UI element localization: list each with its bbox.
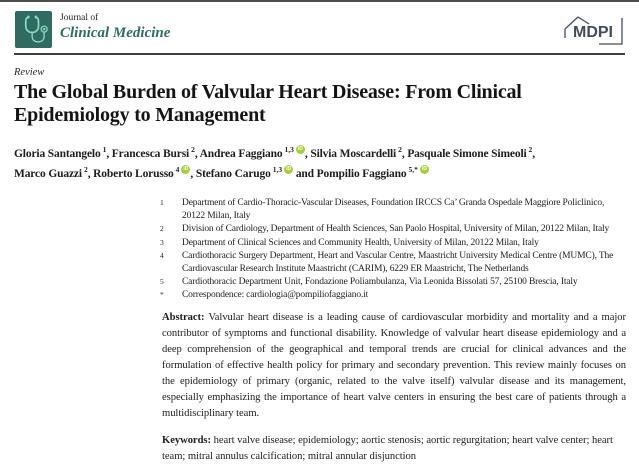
author-affil-sup: 2 [528,145,533,154]
affiliation-text: Cardiothoracic Department Unit, Fondazione Poliambulanza, Via Leonida Bissolati 57, 25100 Brescia, Italy [182,277,578,288]
author-name: Stefano Carugo [195,167,271,180]
author-separator: , [532,147,536,160]
author-separator: , [190,167,196,180]
affiliation-item [160,197,628,223]
affiliation-text: Division of Cardiology, Department of Health Sciences, San Paolo Hospital, University of Milan, 20122 Milan, Italy [182,224,610,235]
affiliation-marker: 1 [160,198,164,207]
author-line-2 [14,162,535,182]
affiliation-item [160,250,628,276]
author-separator: , [87,167,94,180]
author-affil-sup: 1 [102,145,107,154]
orcid-icon[interactable]: iD [421,165,427,172]
affiliation-marker: 4 [160,250,164,260]
abstract-label: Abstract: [162,311,205,323]
correspondence-marker: * [160,290,164,300]
mdpi-wordmark: MDPI [573,24,613,41]
front-matter-column [160,197,628,466]
author-name: Andrea Faggiano [199,147,283,160]
affiliation-marker: 2 [160,224,164,234]
author [111,145,200,160]
author-name: Pompilio Faggiano [316,167,407,180]
author-separator: , [194,147,200,160]
correspondence-label: Correspondence: [182,290,245,301]
abstract-paragraph [162,310,626,422]
affiliation-item [160,223,628,236]
correspondence-text [182,289,628,302]
journal-title-block [60,13,170,42]
author-name: Marco Guazzi [14,167,82,180]
article-title-line-2: Epidemiology to Management [14,104,266,126]
article-type-label: Review [14,67,45,78]
header-divider [14,53,625,55]
author-separator: , [401,147,408,160]
article-title-line-1: The Global Burden of Valvular Heart Disease: From Clinical [14,81,522,103]
author-affil-sup: 4 [175,164,180,174]
affiliation-text: Cardiothoracic Surgery Department, Heart and Vascular Centre, Maastricht University Medical Centre (MUMC), The Cardiovascular Research Institute Maastricht (CARIM), 6229 ER Maastricht, The Netherlands [182,250,614,275]
stethoscope-icon [19,13,49,46]
affiliation-text: Department of Clinical Sciences and Community Health, University of Milan, 20122 Milan, Italy [182,237,539,248]
orcid-icon[interactable]: iD [286,165,292,172]
author [93,164,196,180]
affiliation-item [160,276,628,289]
author-affil-sup: 2 [191,145,195,154]
author-line-1 [14,142,535,162]
author-affil-sup: 2 [398,145,402,154]
author-name: Gloria Santangelo [14,147,101,160]
orcid-icon[interactable]: iD [297,145,303,152]
author-affil-sup: 1,3 [272,164,283,174]
author-name: Silvia Moscardelli [310,147,397,160]
affiliation-item [160,237,628,250]
keywords-label: Keywords: [162,434,211,446]
author-name: Roberto Lorusso [93,167,174,180]
affiliation-marker: 5 [160,277,164,287]
author [199,145,311,160]
correspondence-email[interactable]: cardiologia@pompiliofaggiano.it [246,290,369,301]
abstract-text: Valvular heart disease is a leading cause of cardiovascular morbidity and mortality and a major contributor of symptoms and functional disability. Knowledge of valvular heart disease epidemiology and a deep comprehension of the geographical and temporal trends are crucial for clinical advances and the formulation of effective health policy for primary and secondary prevention. This review mainly focuses on the epidemiology of primary (organic, related to the valve itself) valvular disease and its management, especially emphasizing the importance of heart valve centers in ensuring the best care of patients through a multidisciplinary team. [162,311,626,419]
author-separator: , [106,147,112,160]
author-affil-sup: 2 [83,164,88,174]
author [407,145,536,160]
author [14,145,112,160]
author [195,164,317,180]
author-separator: , [304,147,311,160]
author-separator: and [293,167,317,180]
affiliation-text: Department of Cardio-Thoracic-Vascular Diseases, Foundation IRCCS Ca’ Granda Ospedale Maggiore Policlinico, 20122 Milan, Italy [182,198,605,222]
author-name: Francesca Bursi [111,147,190,160]
author [14,164,94,180]
journal-prefix: Journal of [60,13,99,23]
correspondence-row [160,289,628,302]
author [316,164,429,180]
author-affil-sup: 1,3 [284,145,294,154]
journal-name: Clinical Medicine [60,25,171,41]
article-title [14,81,522,127]
journal-logo [15,11,52,48]
author-name: Pasquale Simone Simeoli [407,147,527,160]
author [310,145,408,160]
orcid-icon[interactable]: iD [183,165,189,172]
author-list [14,142,535,182]
window-top-edge [0,0,639,2]
keywords-paragraph [162,433,626,466]
author-affil-sup: 5,* [408,164,418,174]
keywords-text: heart valve disease; epidemiology; aortic stenosis; aortic regurgitation; heart valve center; heart team; mitral annulus calcification; mitral annular disjunction [162,434,613,463]
mdpi-logo [561,14,627,47]
affiliation-marker: 3 [160,237,164,247]
